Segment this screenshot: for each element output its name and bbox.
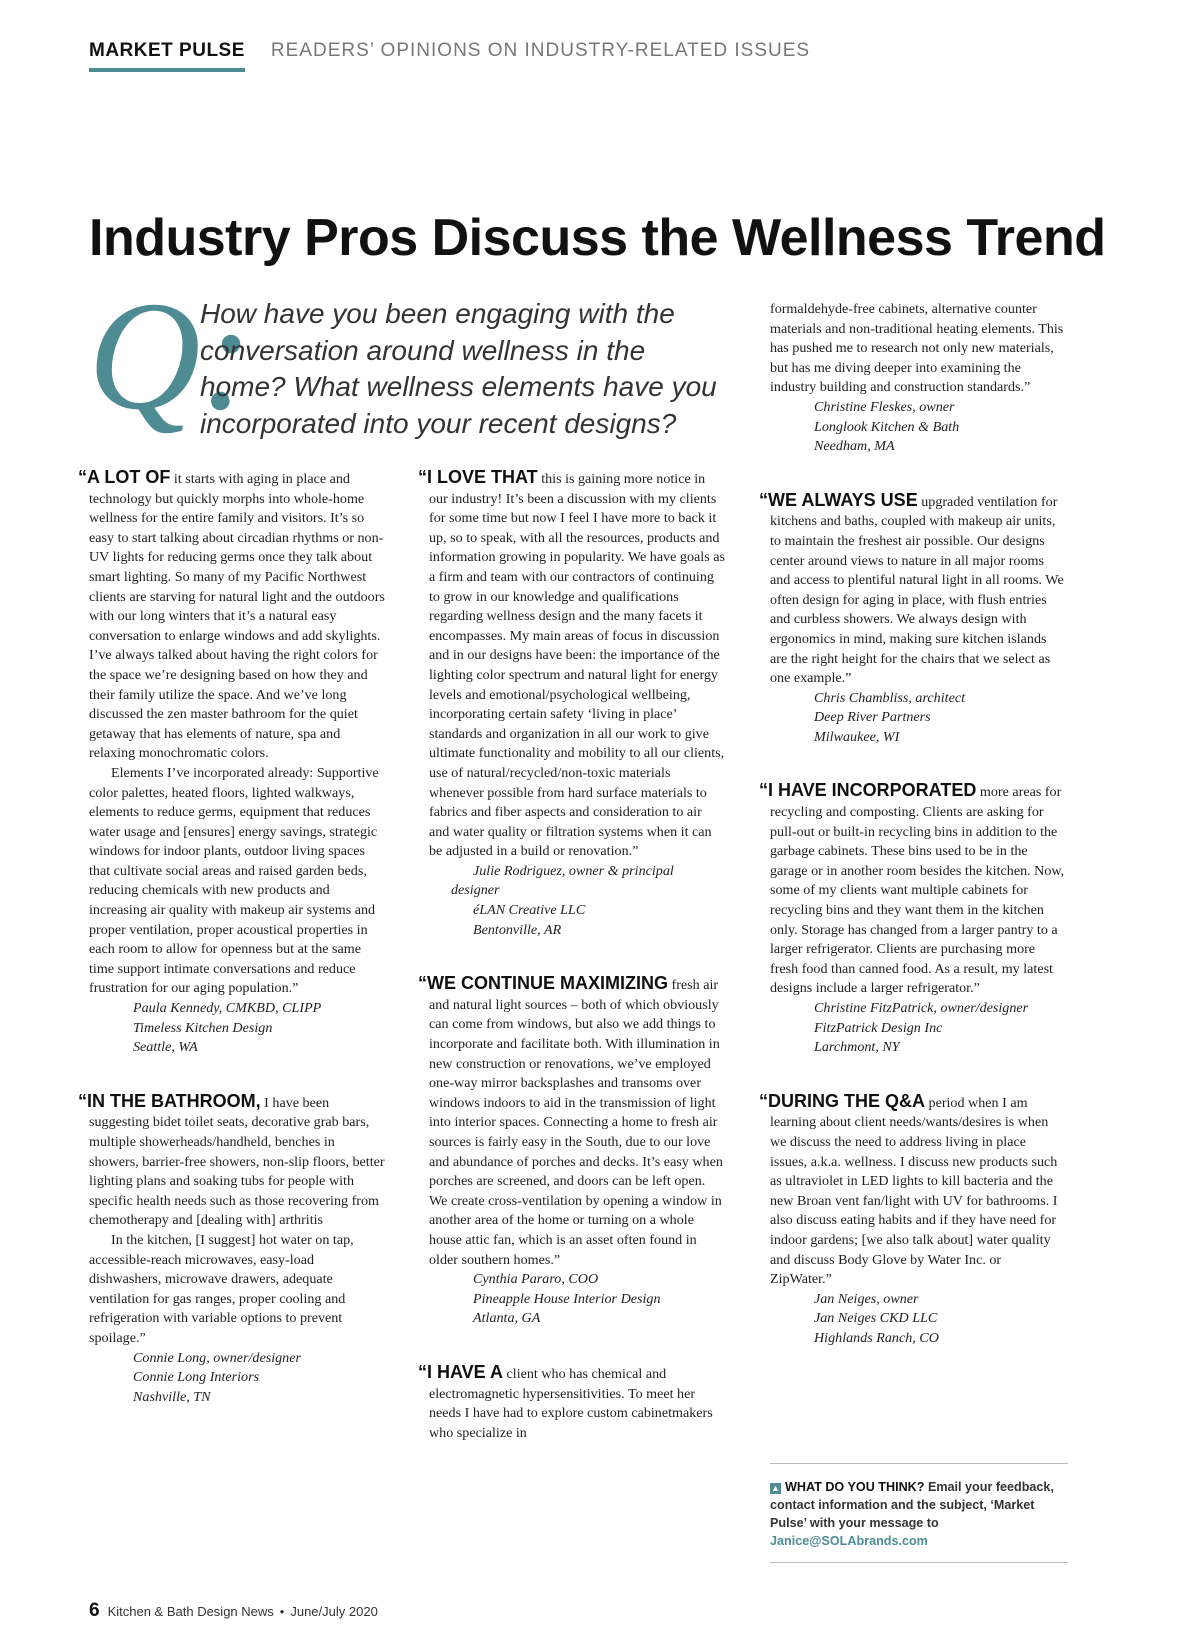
callout-text: Email your feedback, contact information and the subject, ‘Market Pulse’ with your message to (770, 1480, 1054, 1530)
arrow-icon: ▲ (771, 1483, 780, 1493)
response-lead: “I LOVE THAT (418, 467, 538, 487)
response-paragraph: “I HAVE A client who has chemical and electromagnetic hypersensitivities. To meet her needs I have had to explore custom cabinetmakers who specialize in (418, 1361, 713, 1441)
attribution-company: Connie Long Interiors (133, 1369, 260, 1386)
footer-separator: • (279, 1604, 285, 1619)
response-entry-continued (770, 300, 1066, 457)
section-tag: MARKET PULSE (89, 40, 245, 72)
attribution-name: Cynthia Pararo, COO (473, 1271, 599, 1288)
response-paragraph: “DURING THE Q&A period when I am learning about client needs/wants/desires is when we discuss the need to address living in place issues, a.k.a. wellness. I discuss new products such as ultraviolet in LED lights to kill bacteria and the new Broan vent fan/light with UV for bathrooms. I also discuss eating habits and if they have need for indoor gardens; [we also talk about] water quality and discuss Body Glove by Water Inc. or ZipWater.” (759, 1090, 1058, 1288)
response-paragraph: “A LOT OF it starts with aging in place and technology but quickly morphs into whole-home wellness for the entire family and visitors. It’s so easy to start talking about circadian rhythms or non-UV lights for reducing germs once they talk about smart lighting. So many of my Pacific Northwest clients are starving for natural light and the outdoors with our long winters that it’s a natural easy conversation to enlarge windows and add skylights. I’ve always talked about having the right colors for the space we’re designing based on how they and their family utilize the space. And we’ve long discussed the zen master bathroom for the quiet getaway that has elements of nature, spa and relaxing monochromatic colors. (78, 467, 385, 762)
attribution-location: Highlands Ranch, CO (814, 1329, 939, 1346)
response-paragraph: Elements I’ve incorporated already: Supportive color palettes, heated floors, lighted walkways, elements to reduce germs, equipment that reduces water usage and [ensures] energy savings, strategic windows for indoor plants, outdoor living spaces that cultivate social areas and raised garden beds, reducing chemicals with new products and increasing air quality with makeup air systems and proper ventilation, proper acoustical properties in each room to allow for openness but at the same time support intimate conversations and reduce frustration for our aging population.” (89, 764, 379, 997)
response-lead: “A LOT OF (78, 467, 171, 487)
response-lead: “WE CONTINUE MAXIMIZING (418, 973, 668, 994)
column-3 (759, 300, 1066, 1349)
attribution-company: Deep River Partners (814, 709, 931, 726)
page-header (89, 40, 810, 74)
response-lead: “WE ALWAYS USE (759, 489, 918, 510)
attribution-location: Needham, MA (814, 438, 895, 455)
attribution-company: Pineapple House Interior Design (473, 1290, 661, 1307)
response-paragraph: formaldehyde-free cabinets, alternative counter materials and non-traditional heating elements. This has pushed me to research not only new materials, but has me diving deeper into examining the industry building and construction standards.” (770, 301, 1064, 396)
page-number: 6 (89, 1600, 100, 1621)
response-entry (759, 489, 1066, 748)
attribution-location: Bentonville, AR (473, 921, 562, 938)
attribution-name: Julie Rodriguez, owner & principal designer (451, 862, 674, 899)
attribution-location: Seattle, WA (133, 1039, 198, 1056)
response-entry (418, 467, 725, 940)
attribution-location: Atlanta, GA (473, 1310, 541, 1327)
attribution-location: Larchmont, NY (814, 1039, 900, 1056)
response-entry (759, 780, 1066, 1057)
response-entry (759, 1090, 1066, 1349)
page-footer (89, 1600, 378, 1622)
callout-label: WHAT DO YOU THINK? (785, 1480, 925, 1494)
attribution-location: Nashville, TN (133, 1388, 211, 1405)
response-paragraph: “I HAVE INCORPORATED more areas for recycling and composting. Clients are asking for pull-out or built-in recycling bins in addition to the garbage cabinets. These bins used to be in the garage or in another room besides the kitchen. Now, some of my clients want multiple cabinets for recycling bins and they want them in the kitchen only. Storage has changed from a larger pantry to a larger refrigerator. Clients are purchasing more fresh food than canned food. As a result, my latest designs include a larger refrigerator.” (759, 780, 1065, 997)
attribution-name: Paula Kennedy, CMKBD, CLIPP (133, 1000, 322, 1017)
attribution-company: Longlook Kitchen & Bath (814, 418, 960, 435)
attribution-name: Chris Chambliss, architect (814, 689, 965, 706)
response-entry (418, 1361, 725, 1443)
section-subtitle: READERS’ OPINIONS ON INDUSTRY-RELATED ISSUES (270, 40, 811, 61)
attribution-name: Jan Neiges, owner (814, 1290, 919, 1307)
response-entry (78, 1090, 385, 1408)
attribution-company: FitzPatrick Design Inc (814, 1019, 943, 1036)
response-paragraph: “I LOVE THAT this is gaining more notice in our industry! It’s been a discussion with my clients for some time but now I feel I have more to back it up, so to speak, with all the resources, products and information growing in popularity. We have goals as a firm and team with our contractors of continuing to grow in our knowledge and qualifications regarding wellness design and the many facets it encompasses. My main areas of focus in discussion and in our designs have been: the importance of the lighting color spectrum and natural light for energy levels and emotional/psychological wellbeing, incorporating certain safety ‘living in place’ standards and organization in all our work to give ultimate functionality and mobility to all our clients, use of natural/recycled/non-toxic materials whenever possible from hard surface materials to fabrics and fiber aspects and consideration to air and water quality or filtration systems when it can be adjusted in a build or renovation.” (418, 467, 725, 860)
response-paragraph: “IN THE BATHROOM, I have been suggesting bidet toilet seats, decorative grab bars, multiple showerheads/handheld, benches in showers, barrier-free showers, non-slip floors, better lighting plans and soaking tubs for people with specific health needs such as those recovering from chemotherapy and [dealing with] arthritis (78, 1090, 385, 1229)
response-entry (78, 467, 385, 1058)
feedback-callout (770, 1463, 1068, 1563)
response-entry (418, 973, 725, 1329)
column-2 (418, 467, 725, 1443)
attribution-company: éLAN Creative LLC (473, 902, 586, 919)
response-lead: “IN THE BATHROOM, (78, 1090, 261, 1111)
response-paragraph: “WE CONTINUE MAXIMIZING fresh air and natural light sources – both of which obviously can come from windows, but also we add things to incorporate and facilitate both. With illumination in new construction or renovations, we’ve employed one-way mirror backsplashes and transoms over windows indoors to aid in the transmission of light into interior spaces. Connecting a home to fresh air sources is fairly easy in the South, due to our love and abundance of porches and decks. It’s easy when porches are screened, and doors can be left open. We create cross-ventilation by opening a window in another area of the home or turning on a whole house attic fan, which is an asset often found in older southern homes.” (418, 973, 723, 1268)
feedback-email-link[interactable]: Janice@SOLAbrands.com (770, 1534, 928, 1548)
publication-name: Kitchen & Bath Design News (107, 1604, 274, 1619)
attribution-name: Christine FitzPatrick, owner/designer (814, 1000, 1029, 1016)
attribution-name: Connie Long, owner/designer (133, 1349, 301, 1366)
attribution-name: Christine Fleskes, owner (814, 398, 955, 415)
response-paragraph: “WE ALWAYS USE upgraded ventilation for kitchens and baths, coupled with makeup air units, to maintain the freshest air possible. Our designs center around views to nature in all major rooms and access to plentiful natural light in all rooms. We often design for aging in place, with flush entries and curbless showers. We always design with ergonomics in mind, making sure kitchen islands are the right height for the chairs that we select as one example.” (759, 489, 1064, 687)
question-text: How have you been engaging with the conversation around wellness in the home? What wellness elements have you incorporated into your recent designs? (200, 298, 717, 439)
issue-date: June/July 2020 (290, 1604, 378, 1619)
response-lead: “I HAVE INCORPORATED (759, 780, 977, 801)
response-lead: “DURING THE Q&A (759, 1090, 925, 1111)
response-paragraph: In the kitchen, [I suggest] hot water on tap, accessible-reach microwaves, easy-load dishwashers, microwave drawers, adequate ventilation for gas ranges, proper cooling and refrigeration with variable options to prevent spoilage.” (89, 1231, 354, 1346)
attribution-location: Milwaukee, WI (814, 728, 900, 745)
headline: Industry Pros Discuss the Wellness Trend (89, 209, 1106, 267)
question-mark-glyph: Q: (88, 269, 253, 442)
response-lead: “I HAVE A (418, 1361, 504, 1382)
column-1 (78, 467, 385, 1407)
attribution-company: Jan Neiges CKD LLC (814, 1310, 938, 1327)
attribution-company: Timeless Kitchen Design (133, 1019, 273, 1036)
